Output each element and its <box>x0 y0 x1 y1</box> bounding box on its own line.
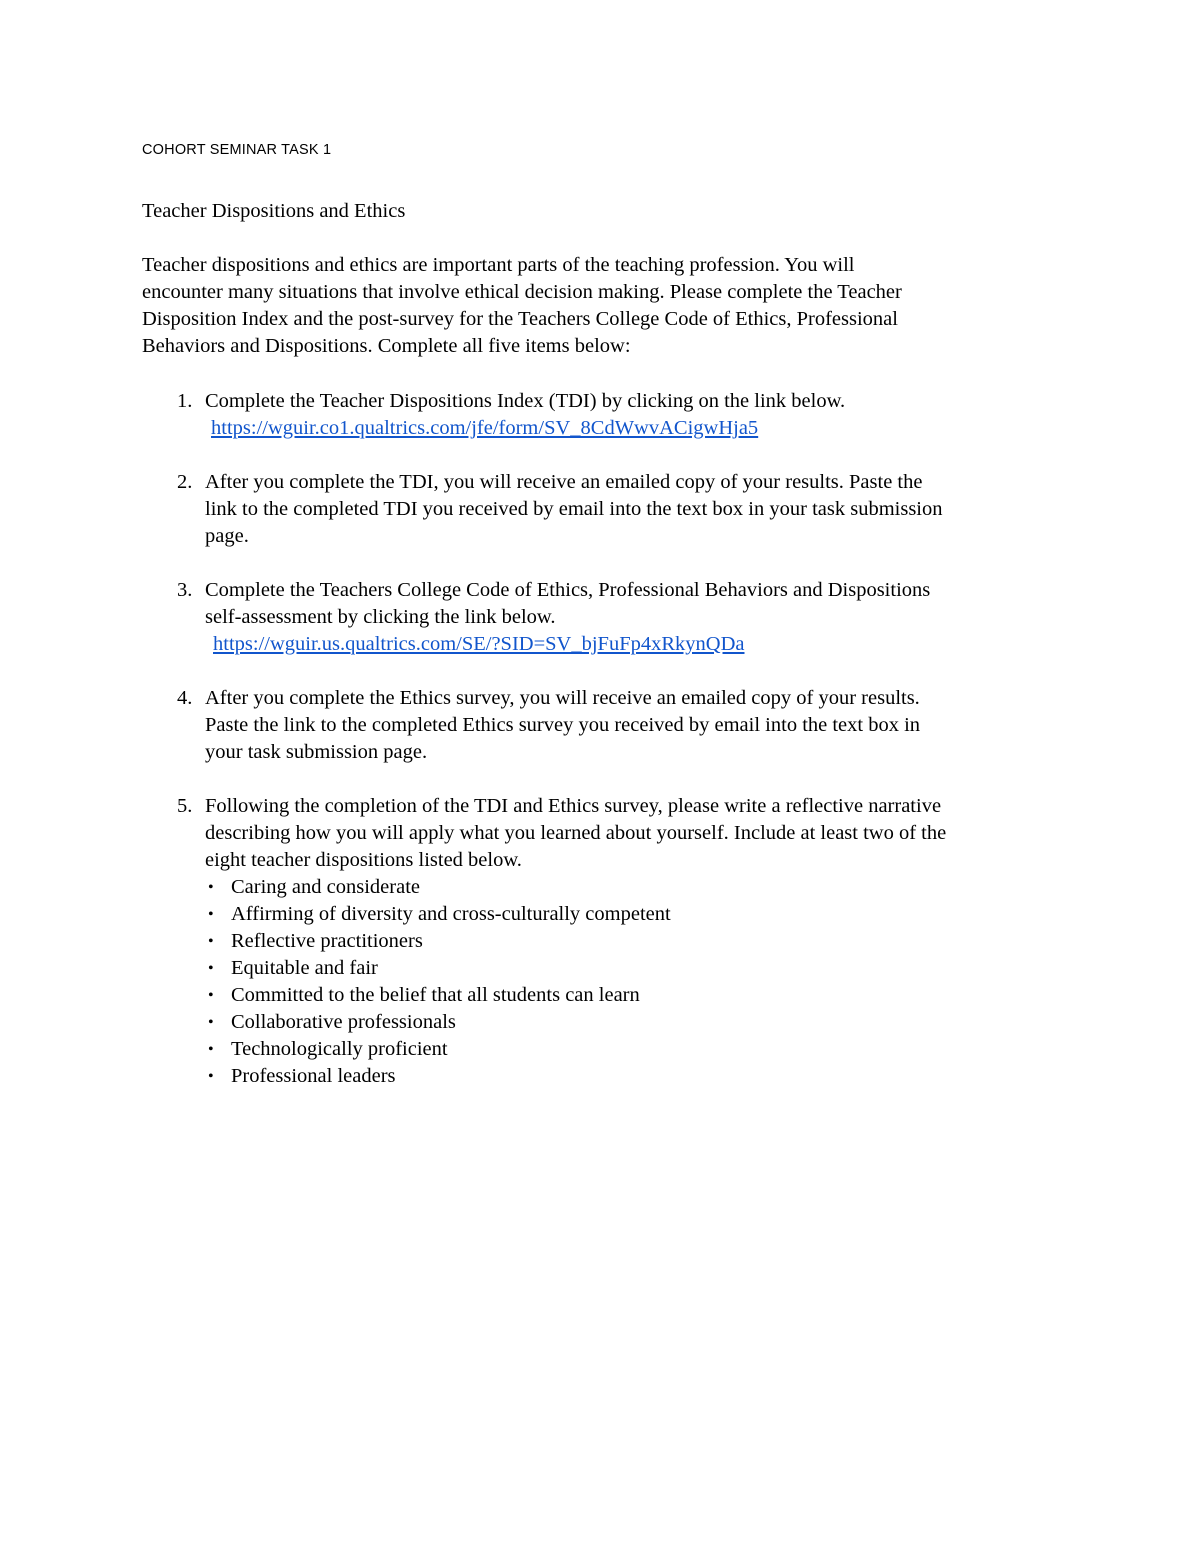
task-list <box>142 388 1072 1117</box>
disposition-item <box>205 1009 1072 1036</box>
bullet-icon: • <box>208 1068 214 1085</box>
task-text-line: your task submission page. <box>205 741 428 763</box>
task-text-line: After you complete the Ethics survey, you will receive an emailed copy of your results. <box>205 687 920 709</box>
intro-line: encounter many situations that involve ethical decision making. Please complete the Teacher <box>142 281 902 303</box>
bullet-icon: • <box>208 987 214 1004</box>
task-number: 2. <box>177 471 193 493</box>
task-text-line: Paste the link to the completed Ethics survey you received by email into the text box in <box>205 714 921 736</box>
document-title: Teacher Dispositions and Ethics <box>142 200 406 222</box>
tdi-survey-link[interactable]: https://wguir.co1.qualtrics.com/jfe/form/SV_8CdWwvACigwHja5 <box>211 417 759 439</box>
disposition-label: Reflective practitioners <box>231 930 423 952</box>
disposition-label: Collaborative professionals <box>231 1011 456 1033</box>
disposition-item <box>205 928 1072 955</box>
disposition-label: Committed to the belief that all students can learn <box>231 984 640 1006</box>
document-label: COHORT SEMINAR TASK 1 <box>142 142 332 158</box>
intro-line: Disposition Index and the post-survey for the Teachers College Code of Ethics, Professional <box>142 308 898 330</box>
ethics-survey-link[interactable]: https://wguir.us.qualtrics.com/SE/?SID=SV_bjFuFp4xRkynQDa <box>213 633 745 655</box>
task-item-5 <box>142 793 1072 1090</box>
task-number: 1. <box>177 390 193 412</box>
bullet-icon: • <box>208 1041 214 1058</box>
task-number: 3. <box>177 579 193 601</box>
task-item-2 <box>142 469 1072 550</box>
disposition-item <box>205 874 1072 901</box>
bullet-icon: • <box>208 906 214 923</box>
task-number: 5. <box>177 795 193 817</box>
task-text-line: After you complete the TDI, you will receive an emailed copy of your results. Paste the <box>205 471 923 493</box>
intro-line: Teacher dispositions and ethics are important parts of the teaching profession. You will <box>142 254 855 276</box>
disposition-item <box>205 955 1072 982</box>
disposition-item <box>205 901 1072 928</box>
bullet-icon: • <box>208 960 214 977</box>
disposition-label: Professional leaders <box>231 1065 396 1087</box>
task-item-1 <box>142 388 1072 442</box>
task-text-line: page. <box>205 525 249 547</box>
task-item-3 <box>142 577 1072 658</box>
task-text-line: describing how you will apply what you learned about yourself. Include at least two of the <box>205 822 947 844</box>
disposition-label: Caring and considerate <box>231 876 420 898</box>
intro-paragraph <box>142 252 1042 360</box>
intro-line: Behaviors and Dispositions. Complete all five items below: <box>142 335 631 357</box>
task-text-line: link to the completed TDI you received by email into the text box in your task submission <box>205 498 943 520</box>
task-text-line: self-assessment by clicking the link below. <box>205 606 556 628</box>
bullet-icon: • <box>208 1014 214 1031</box>
task-text-line: Complete the Teacher Dispositions Index (TDI) by clicking on the link below. <box>205 390 846 412</box>
task-text-line: Complete the Teachers College Code of Ethics, Professional Behaviors and Dispositions <box>205 579 931 601</box>
task-text-line: eight teacher dispositions listed below. <box>205 849 522 871</box>
task-text-line: Following the completion of the TDI and Ethics survey, please write a reflective narrative <box>205 795 942 817</box>
task-number: 4. <box>177 687 193 709</box>
disposition-label: Affirming of diversity and cross-culturally competent <box>231 903 671 925</box>
bullet-icon: • <box>208 879 214 896</box>
bullet-icon: • <box>208 933 214 950</box>
disposition-item <box>205 1063 1072 1090</box>
disposition-item <box>205 982 1072 1009</box>
task-item-4 <box>142 685 1072 766</box>
dispositions-list <box>205 874 1072 1090</box>
disposition-label: Equitable and fair <box>231 957 378 979</box>
disposition-label: Technologically proficient <box>231 1038 448 1060</box>
disposition-item <box>205 1036 1072 1063</box>
